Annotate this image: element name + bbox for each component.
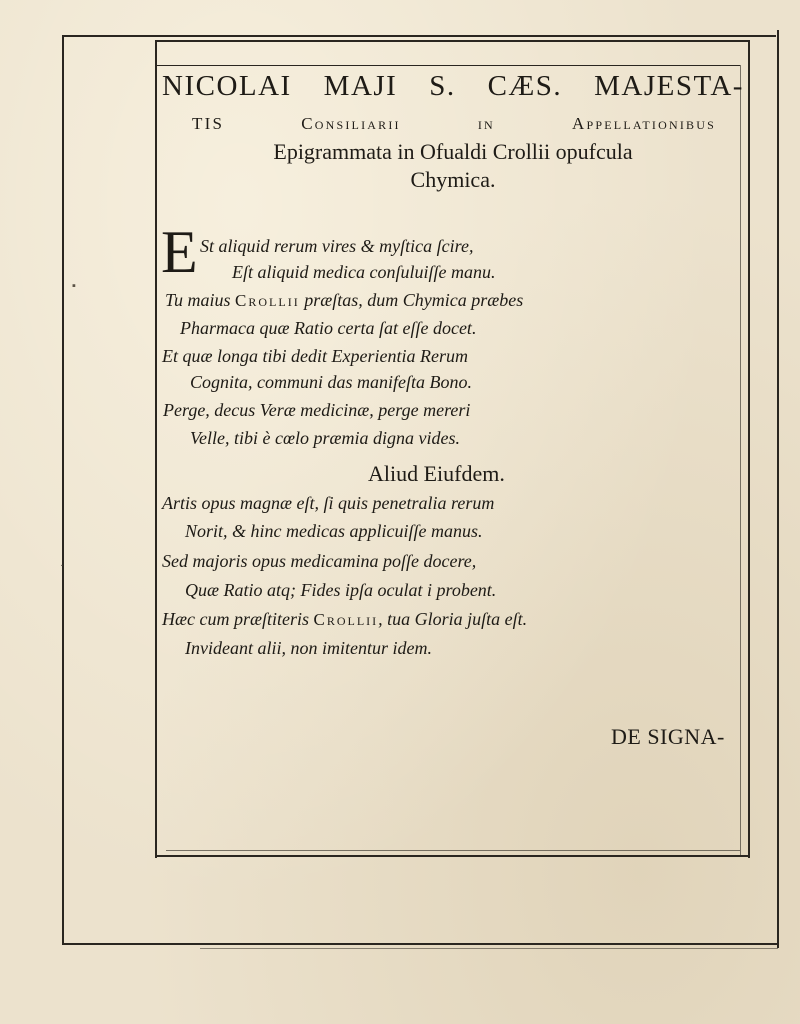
header-line-3: Epigrammata in Ofualdi Crollii opufcula <box>273 139 633 164</box>
poem-text: Hæc cum præſtiteris <box>162 609 314 629</box>
poem-line: St aliquid rerum vires & myſtica ſcire, <box>200 236 474 256</box>
poem-line: Invideant alii, non imitentur idem. <box>185 638 432 658</box>
poem-line: Perge, decus Veræ medicinæ, perge mereri <box>163 400 471 420</box>
poem-line: Pharmaca quæ Ratio certa ſat eſſe docet. <box>180 318 477 338</box>
catchword: DE SIGNA- <box>611 724 725 749</box>
header-word: MAJI <box>323 70 398 102</box>
outer-frame-bottom <box>62 943 778 945</box>
header-word: S. <box>429 70 456 102</box>
poem-line: Et quæ longa tibi dedit Experientia Rerum <box>162 346 468 366</box>
header-line-4: Chymica. <box>410 167 496 192</box>
header-word: Appellationibus <box>572 114 716 133</box>
poem-line: Eſt aliquid medica conſuluiſſe manu. <box>232 262 496 282</box>
poem-text: Tu maius <box>165 290 236 310</box>
inner-bottom-rule <box>166 850 740 851</box>
poem-line: Sed majoris opus medicamina poſſe docere, <box>162 551 477 571</box>
poem-text: , tua Gloria juſta eſt. <box>378 609 528 629</box>
header-word: TIS <box>192 114 225 133</box>
outer-frame-right <box>777 30 779 948</box>
subtitle: Aliud Eiufdem. <box>368 461 505 486</box>
header-word: Consiliarii <box>301 114 401 133</box>
poem-line: Norit, & hinc medicas applicuiſſe manus. <box>185 521 483 541</box>
header-word: CÆS. <box>487 70 563 102</box>
poem-line: Velle, tibi è cœlo præmia digna vides. <box>190 428 460 448</box>
poem-line: Cognita, communi das manifeſta Bono. <box>190 372 472 392</box>
outer-frame-left <box>62 35 64 943</box>
drop-cap: E <box>161 219 198 285</box>
margin-mark: ▪ <box>72 280 76 292</box>
header-line-1 <box>156 70 750 114</box>
header-rule <box>156 65 740 66</box>
header-line-2 <box>156 114 750 138</box>
poem-line <box>165 290 523 311</box>
poem-line: Artis opus magnæ eſt, ſi quis penetralia rerum <box>162 493 495 513</box>
page-frame-bottom <box>156 855 750 857</box>
header-word: in <box>477 114 495 133</box>
poem-text: præſtas, dum Chymica præbes <box>299 290 524 310</box>
margin-mark: · <box>60 560 64 572</box>
author-name: Crollii <box>313 610 379 629</box>
poem-line: Quæ Ratio atq; Fides ipſa oculat i probent. <box>185 580 497 600</box>
poem-line <box>162 609 527 630</box>
outer-frame-top <box>62 35 776 37</box>
page-frame-top <box>156 40 750 42</box>
header-word: MAJESTA- <box>594 70 744 102</box>
author-name: Crollii <box>235 291 300 310</box>
header-word: NICOLAI <box>162 70 292 102</box>
outer-frame-bottom-shadow <box>200 948 778 949</box>
